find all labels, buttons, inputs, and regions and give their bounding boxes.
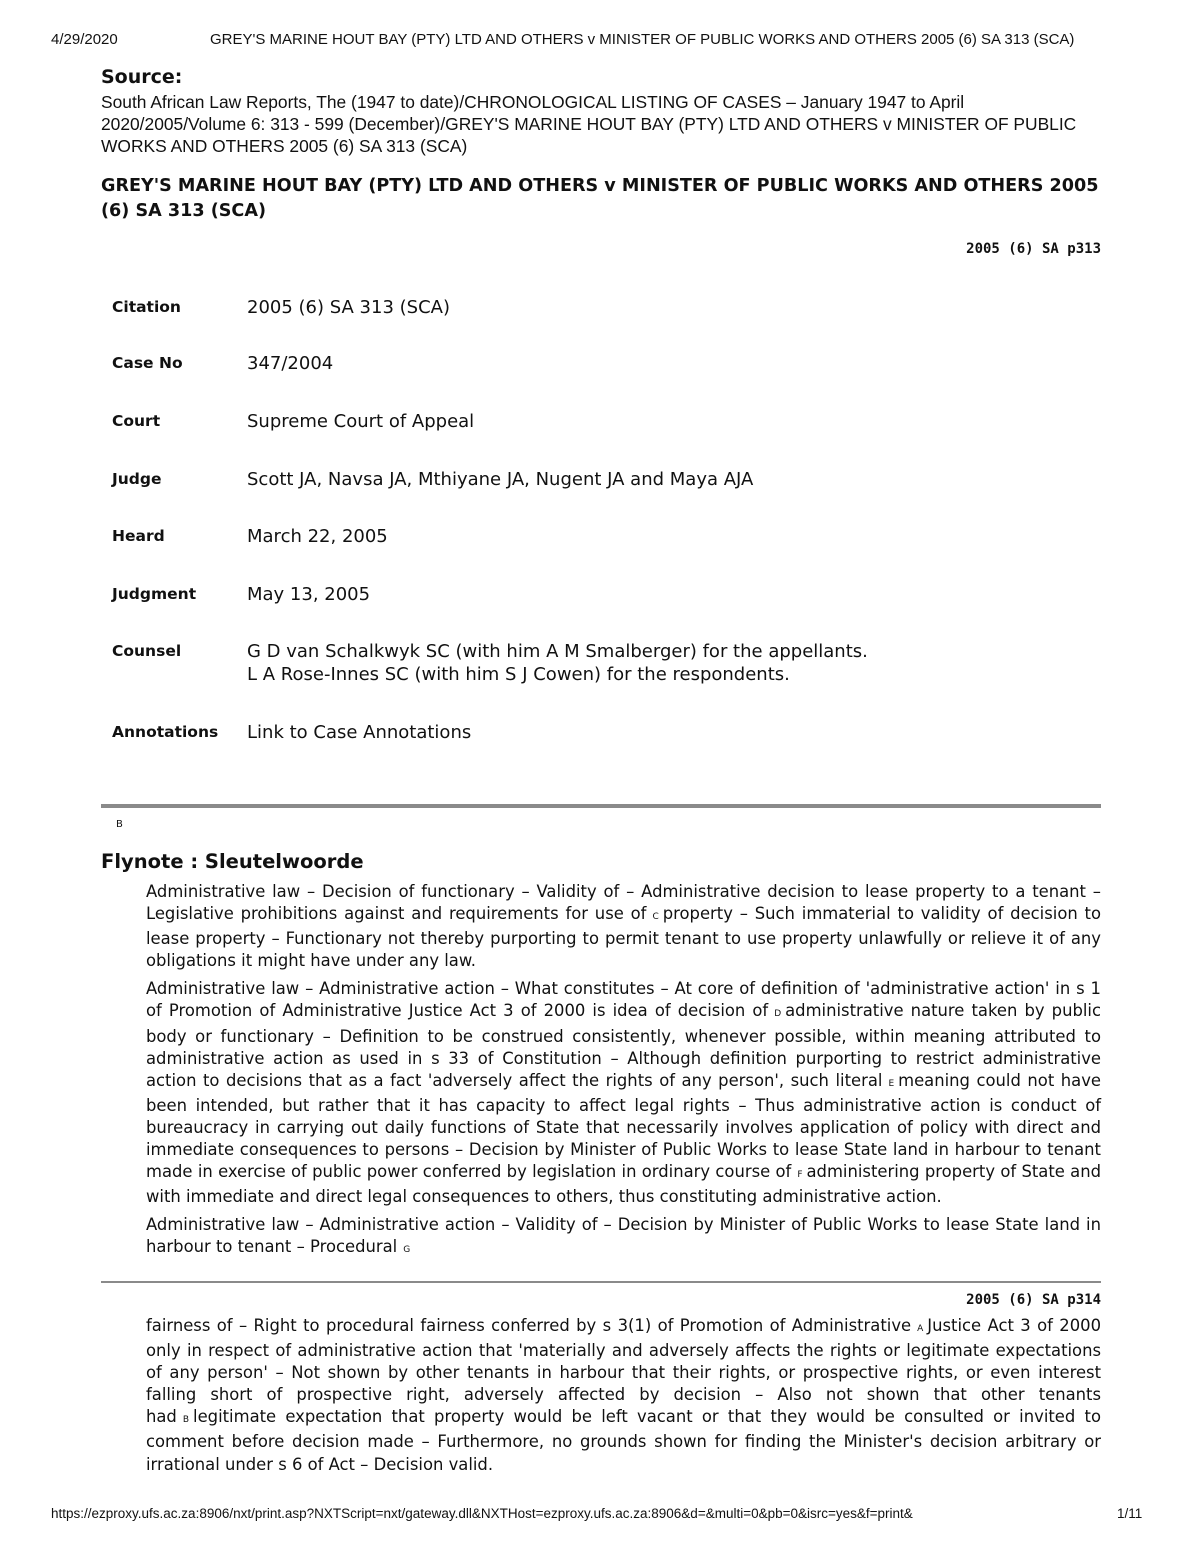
flynote-heading: Flynote : Sleutelwoorde xyxy=(101,850,364,873)
meta-row-judgment xyxy=(112,583,1102,606)
meta-label: Court xyxy=(112,412,161,430)
flynote-text: Administrative law – Decision of functionary – Validity of – Administrative decision to lease property to a tenant – Legislative prohibitions against and requirements for use of xyxy=(146,882,1101,924)
page-reference-p313: 2005 (6) SA p313 xyxy=(966,241,1101,257)
flynote-text: fairness of – Right to procedural fairness conferred by s 3(1) of Promotion of Administrative xyxy=(146,1316,912,1335)
flynote-text: property – Such immaterial to validity of decision to lease property – Functionary not thereby purporting to permit tenant to use property unlawfully or relieve it of any obligations it might have under any law. xyxy=(146,904,1102,971)
meta-label: Counsel xyxy=(112,642,182,660)
case-annotations-link[interactable]: Link to Case Annotations xyxy=(247,722,472,743)
meta-row-annotations xyxy=(112,721,1102,744)
flynote-continued xyxy=(146,1315,1101,1482)
meta-value: March 22, 2005 xyxy=(247,526,388,547)
margin-letter: G xyxy=(403,1245,411,1256)
flynote-paragraph xyxy=(146,978,1101,1208)
page-break-divider xyxy=(101,1281,1101,1283)
flynote-text: meaning could not have been intended, but rather that it has capacity to affect legal rights – Thus administrative action is conduct of bureaucracy in carrying out daily functions of State that necessarily involves application of policy with direct and immediate consequences to persons – Decision by Minister of Public Works to lease State land in harbour to tenant made in exercise of public power conferred by legislation in ordinary course of xyxy=(146,1070,1101,1182)
meta-value xyxy=(247,640,868,686)
counsel-appellants: G D van Schalkwyk SC (with him A M Smalberger) for the appellants. xyxy=(247,641,868,662)
flynote-paragraph xyxy=(146,881,1101,972)
flynote-text: administering property of State and with immediate and direct legal consequences to others, thus constituting administrative action. xyxy=(146,1162,1101,1207)
meta-label: Case No xyxy=(112,354,183,372)
print-date: 4/29/2020 xyxy=(51,31,118,48)
flynote-text: Justice Act 3 of 2000 only in respect of administrative action that 'materially and adversely affects the rights or legitimate expectations of any person' – Not shown by other tenants in harbour that their rights, or prospective rights, or even interest falling short of prospective right, adversely affected by decision – Also not shown that other tenants had xyxy=(146,1316,1102,1427)
margin-letter: E xyxy=(888,1078,895,1089)
margin-letter: B xyxy=(116,819,123,830)
meta-row-judge xyxy=(112,468,1102,491)
margin-letter: D xyxy=(774,1009,782,1020)
meta-value: 347/2004 xyxy=(247,353,334,374)
meta-row-counsel xyxy=(112,640,1102,686)
meta-value: Scott JA, Navsa JA, Mthiyane JA, Nugent JA and Maya AJA xyxy=(247,469,754,490)
page-url: https://ezproxy.ufs.ac.za:8906/nxt/print.asp?NXTScript=nxt/gateway.dll&NXTHost=ezproxy.ufs.ac.za:8906&d=&multi=0&pb=0&isrc=yes&f=print& xyxy=(51,1506,913,1521)
flynote-paragraph xyxy=(146,1315,1101,1476)
source-path: South African Law Reports, The (1947 to date)/CHRONOLOGICAL LISTING OF CASES – January 1947 to April 2020/2005/Volume 6: 313 - 599 (December)/GREY'S MARINE HOUT BAY (PTY) LTD AND OTHERS v MINISTER OF PUBLIC WORKS AND OTHERS 2005 (6) SA 313 (SCA) xyxy=(101,92,1077,156)
meta-value: May 13, 2005 xyxy=(247,584,371,605)
flynote-paragraph xyxy=(146,1214,1101,1261)
flynote-text: legitimate expectation that property would be left vacant or that they would be consulted or invited to comment before decision made – Furthermore, no grounds shown for finding the Minister's decision arbitrary or irrational under s 6 of Act – Decision valid. xyxy=(146,1407,1101,1474)
flynote-body xyxy=(146,881,1101,1268)
source-heading: Source: xyxy=(101,66,183,88)
meta-row-citation xyxy=(112,296,1102,319)
meta-value: Supreme Court of Appeal xyxy=(247,411,475,432)
meta-row-heard xyxy=(112,525,1102,548)
meta-row-case-no xyxy=(112,352,1102,375)
meta-label: Heard xyxy=(112,527,165,545)
meta-value: 2005 (6) SA 313 (SCA) xyxy=(247,297,450,318)
section-divider xyxy=(101,804,1101,808)
flynote-text: Administrative law – Administrative action – What constitutes – At core of definition of 'administrative action' in s 1 of Promotion of Administrative Justice Act 3 of 2000 is idea of decision of xyxy=(146,979,1101,1021)
meta-label: Citation xyxy=(112,298,181,316)
flynote-text: administrative nature taken by public body or functionary – Definition to be construed consistently, whenever possible, within meaning attributed to administrative action as used in s 33 of Constitution – Although definition purporting to restrict administrative action to decisions that as a fact 'adversely affect the rights of any person', such literal xyxy=(146,1001,1101,1090)
counsel-respondents: L A Rose-Innes SC (with him S J Cowen) for the respondents. xyxy=(247,664,790,685)
meta-label: Annotations xyxy=(112,723,219,741)
case-metadata xyxy=(112,296,1102,744)
margin-letter: C xyxy=(652,912,659,923)
meta-row-court xyxy=(112,410,1102,433)
margin-letter: B xyxy=(182,1415,190,1426)
print-title: GREY'S MARINE HOUT BAY (PTY) LTD AND OTHERS v MINISTER OF PUBLIC WORKS AND OTHERS 2005 (6) SA 313 (SCA) xyxy=(210,31,1075,48)
meta-label: Judgment xyxy=(112,585,197,603)
flynote-text: Administrative law – Administrative action – Validity of – Decision by Minister of Public Works to lease State land in harbour to tenant – Procedural xyxy=(146,1215,1101,1257)
page-reference-p314: 2005 (6) SA p314 xyxy=(966,1292,1101,1308)
page-number: 1/11 xyxy=(1117,1506,1143,1521)
case-title: GREY'S MARINE HOUT BAY (PTY) LTD AND OTHERS v MINISTER OF PUBLIC WORKS AND OTHERS 2005 (6) SA 313 (SCA) xyxy=(101,176,1099,221)
margin-letter: A xyxy=(917,1324,924,1334)
margin-letter: F xyxy=(797,1170,803,1181)
meta-label: Judge xyxy=(112,470,162,488)
